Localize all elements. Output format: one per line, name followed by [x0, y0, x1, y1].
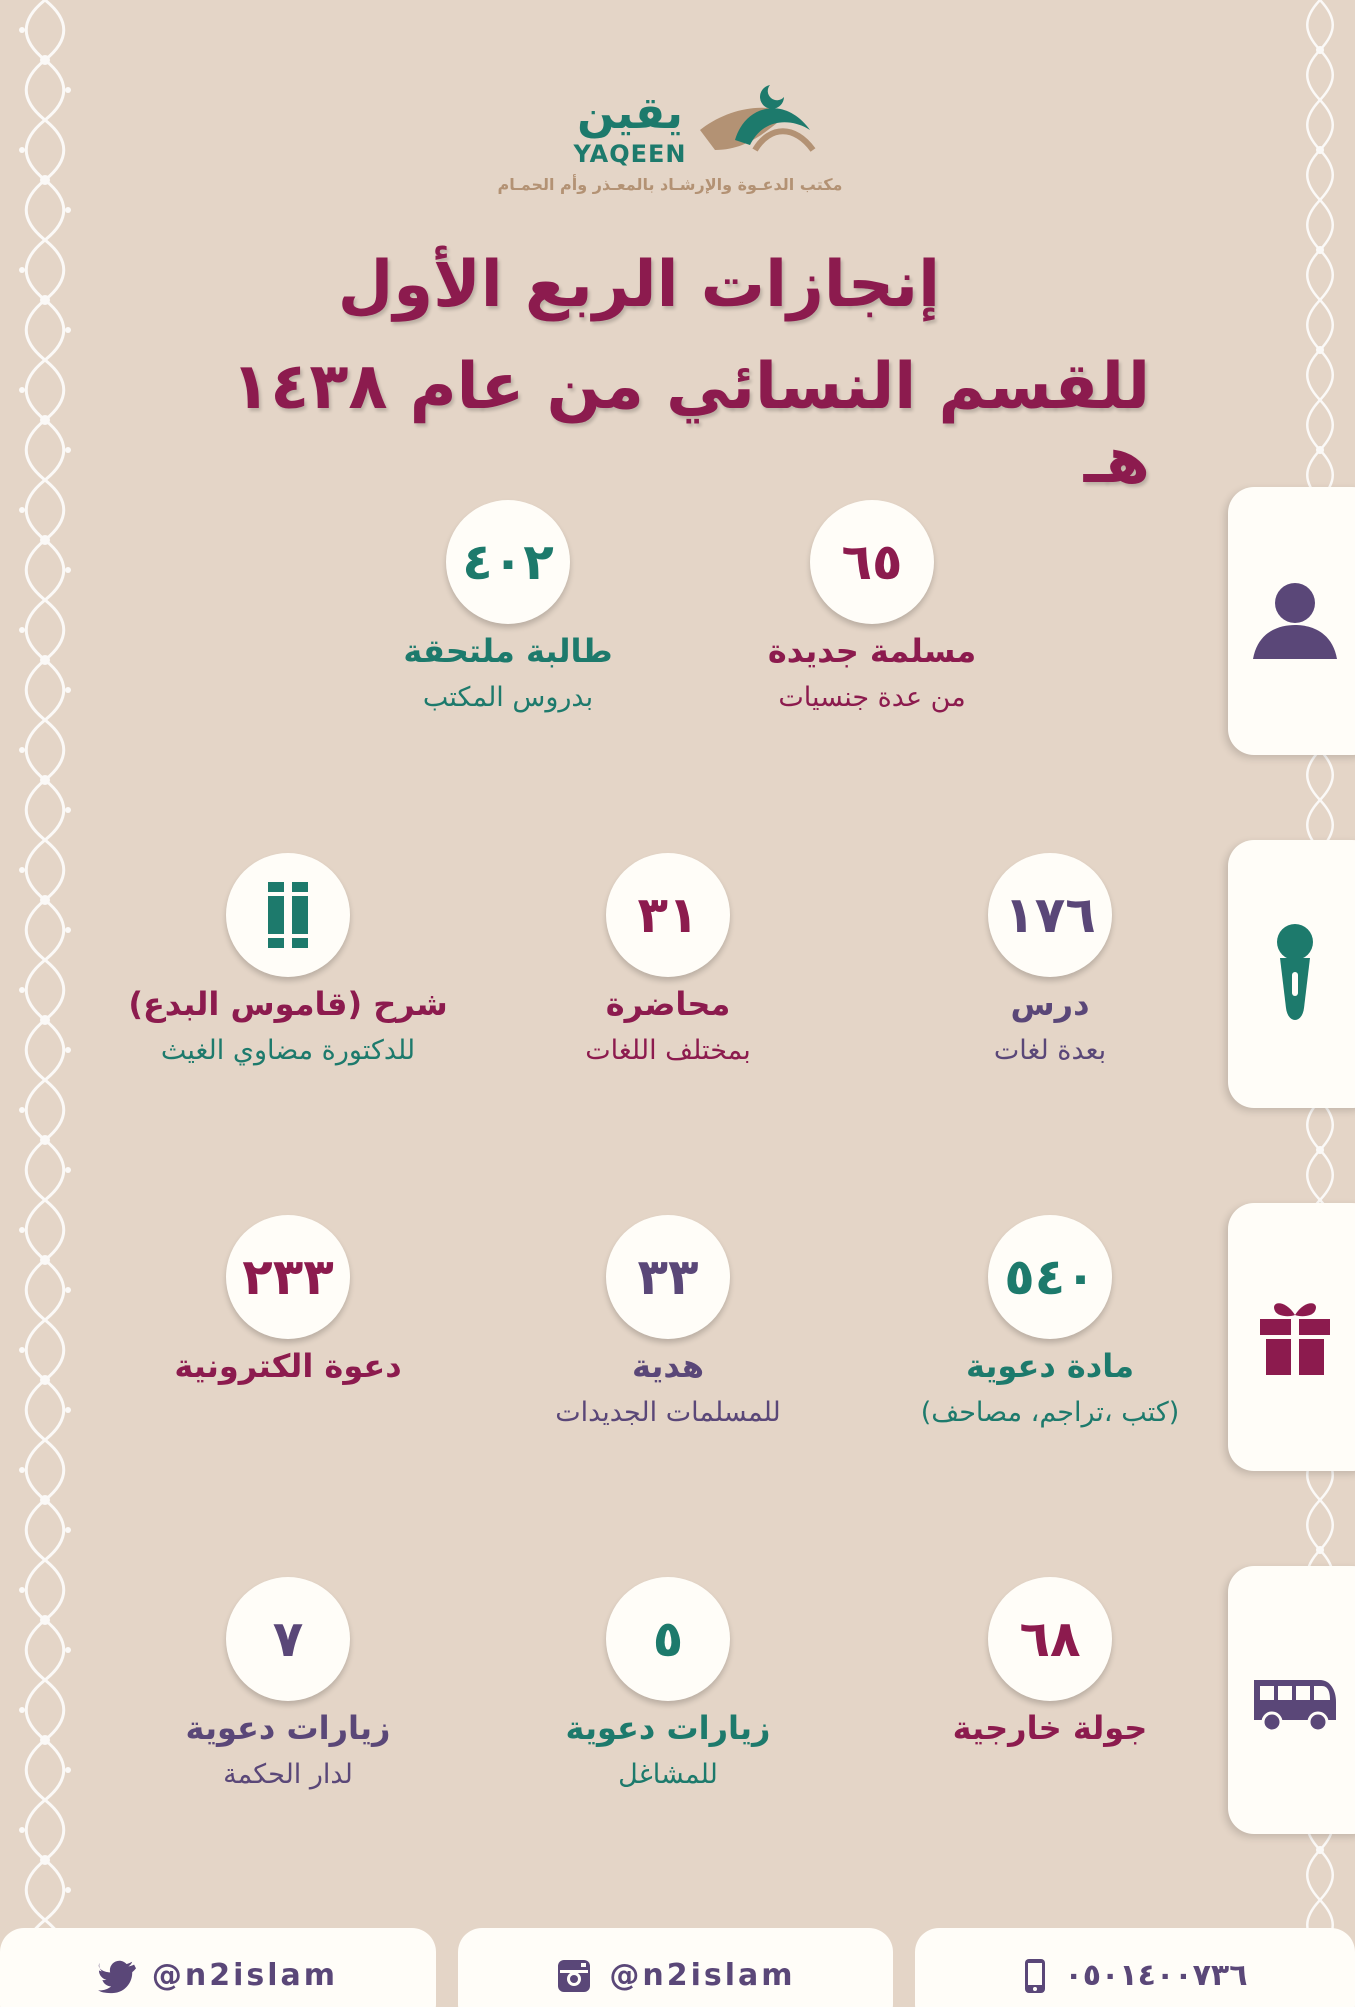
stat-value: ٦٥	[810, 500, 934, 624]
brand-name-ar: يقين	[577, 88, 683, 139]
stat-label: محاضرة	[605, 985, 731, 1023]
stat-dawah-materials	[880, 1215, 1220, 1445]
twitter-handle: @n2islam	[151, 1958, 339, 1993]
stat-value: ٢٣٣	[226, 1215, 350, 1339]
stat-sub: للمسلمات الجديدات	[555, 1397, 781, 1428]
stat-sub: بدروس المكتب	[422, 682, 594, 713]
stat-label: مادة دعوية	[965, 1347, 1135, 1385]
person-icon	[1250, 581, 1340, 661]
footer-phone[interactable]	[915, 1928, 1355, 2007]
page-title-line-1: إنجازات الربع الأول	[337, 248, 940, 322]
side-tab-lessons	[1228, 840, 1355, 1108]
brand-name-en: YAQEEN	[573, 140, 687, 168]
stat-value: ٣٣	[606, 1215, 730, 1339]
page-title-line-2: للقسم النسائي من عام ١٤٣٨ هـ	[231, 350, 1150, 498]
footer-twitter[interactable]	[0, 1928, 436, 2007]
stat-electronic-dawah	[118, 1215, 458, 1445]
instagram-icon	[555, 1958, 593, 1994]
twitter-icon	[98, 1958, 136, 1994]
stat-sub: (كتب ،تراجم، مصاحف)	[920, 1397, 1180, 1428]
stat-label: شرح (قاموس البدع)	[128, 985, 448, 1023]
stat-label: جولة خارجية	[952, 1709, 1148, 1747]
stat-value: ٥	[606, 1577, 730, 1701]
side-tab-people	[1228, 487, 1355, 755]
brand-logo	[480, 70, 880, 210]
stat-label: زيارات دعوية	[185, 1709, 391, 1747]
stat-external-tours	[880, 1577, 1220, 1807]
stat-sub: لدار الحكمة	[223, 1759, 353, 1790]
stat-sub: للدكتورة مضاوي الغيث	[160, 1035, 416, 1066]
stat-value: ٦٨	[988, 1577, 1112, 1701]
stat-value: ١٧٦	[988, 853, 1112, 977]
stat-sub: بمختلف اللغات	[585, 1035, 751, 1066]
stat-explanation	[118, 853, 458, 1083]
stat-value: ٤٠٢	[446, 500, 570, 624]
stat-label: زيارات دعوية	[565, 1709, 771, 1747]
brand-subtitle: مكتب الدعـوة والإرشـاد بالمعـذر وأم الحمـام	[497, 175, 843, 194]
stat-lectures	[498, 853, 838, 1083]
footer-instagram[interactable]	[458, 1928, 893, 2007]
stat-label: مسلمة جديدة	[767, 632, 977, 670]
stat-enrolled-students	[338, 500, 678, 730]
stat-label: دعوة الكترونية	[174, 1347, 402, 1385]
side-tab-gifts	[1228, 1203, 1355, 1471]
stat-icon-circle	[226, 853, 350, 977]
stat-lessons	[880, 853, 1220, 1083]
stat-value: ٥٤٠	[988, 1215, 1112, 1339]
stat-visits-dar-alhikma	[118, 1577, 458, 1807]
side-tab-trips	[1228, 1566, 1355, 1834]
stat-gifts	[498, 1215, 838, 1445]
stat-value: ٧	[226, 1577, 350, 1701]
stat-visits-workshops	[498, 1577, 838, 1807]
gift-icon	[1250, 1297, 1340, 1377]
stat-label: هدية	[631, 1347, 705, 1385]
brand-mark-icon	[695, 70, 825, 170]
phone-number: ٠٥٠١٤٠٠٧٣٦	[1064, 1958, 1248, 1993]
stat-label: درس	[1010, 985, 1090, 1023]
books-icon	[266, 880, 310, 950]
stat-sub: للمشاغل	[618, 1759, 718, 1790]
instagram-handle: @n2islam	[609, 1958, 796, 1993]
phone-icon	[1022, 1958, 1048, 1994]
stat-sub: بعدة لغات	[993, 1035, 1107, 1066]
microphone-icon	[1250, 920, 1340, 1030]
bus-icon	[1250, 1660, 1340, 1740]
stat-sub: من عدة جنسيات	[778, 682, 966, 713]
stat-new-muslims	[702, 500, 1042, 730]
stat-label: طالبة ملتحقة	[403, 632, 613, 670]
stat-value: ٣١	[606, 853, 730, 977]
left-ornament	[10, 0, 80, 2007]
